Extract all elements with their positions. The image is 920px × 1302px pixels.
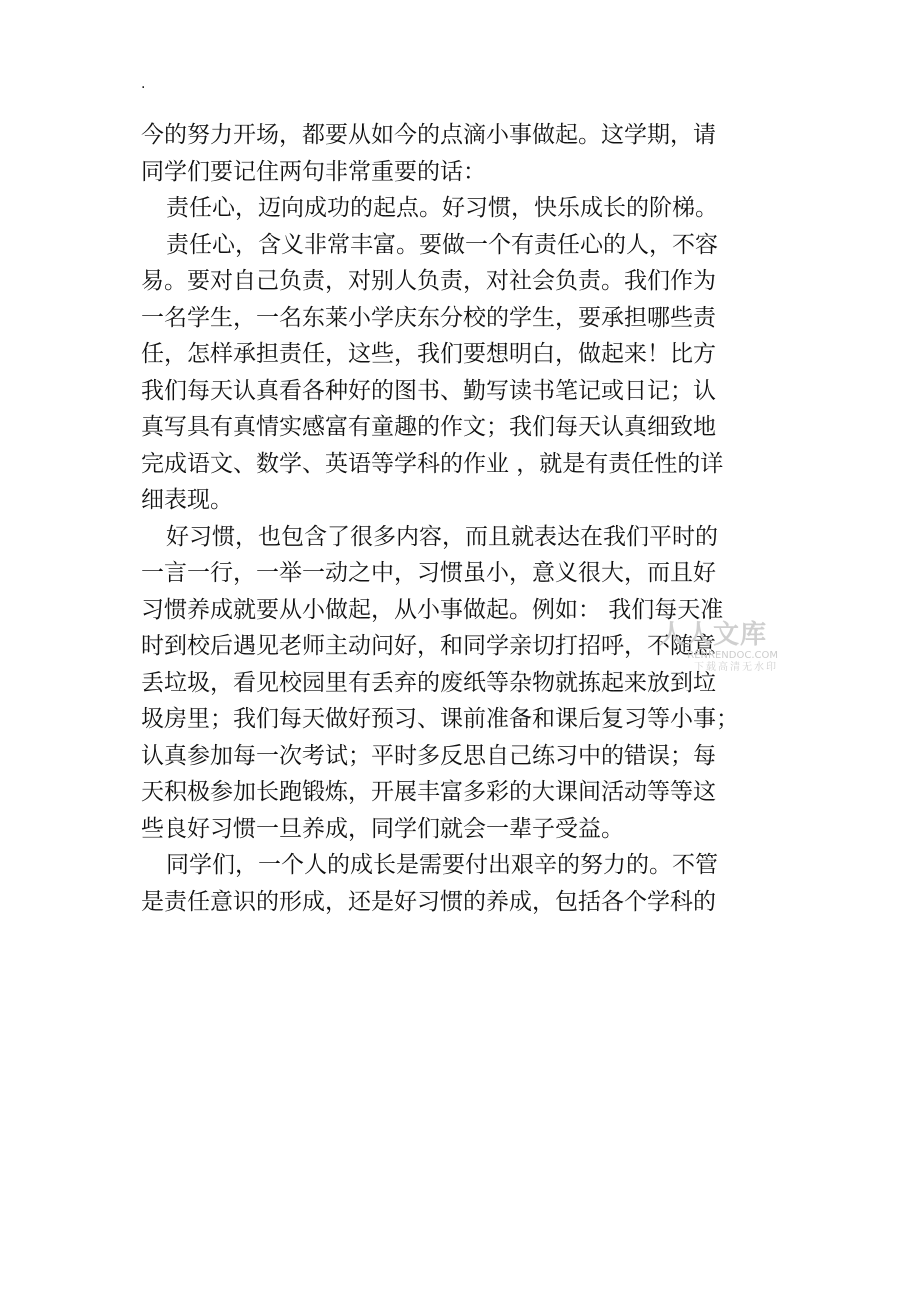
text-line: 习惯养成就要从小做起，从小事做起。例如： 我们每天准 [141,596,724,623]
text-line: 真写具有真情实感富有童趣的作文；我们每天认真细致地 [141,414,716,440]
text-line: 是责任意识的形成，还是好习惯的养成，包括各个学科的 [141,888,716,915]
text-line: 一言一行，一举一动之中，习惯虽小，意义很大，而且好 [141,560,716,586]
header-marker: . [141,76,146,92]
text-line: 丢垃圾，看见校园里有丢弃的废纸等杂物就拣起来放到垃 [141,669,716,696]
watermark-subtitle: 下载高清无水印 [694,662,778,673]
text-line: 完成语文、数学、英语等学科的作业 ，就是有责任性的详 [141,450,724,477]
text-line: 好习惯，也包含了很多内容，而且就表达在我们平时的 [166,523,718,550]
text-line: 圾房里；我们每天做好预习、课前准备和课后复习等小事； [141,706,739,732]
watermark-title: 人人文库 [658,620,767,650]
text-line: 同学们，一个人的成长是需要付出艰辛的努力的。不管 [166,852,718,878]
text-line: 任，怎样承担责任，这些，我们要想明白，做起来！比方 [141,341,716,367]
text-line: 易。要对自己负责，对别人负责，对社会负责。我们作为 [141,268,716,294]
text-line: 我们每天认真看各种好的图书、勤写读书笔记或日记；认 [141,377,716,404]
text-line: 责任心，迈向成功的起点。好习惯，快乐成长的阶梯。 [166,195,718,221]
text-line: 细表现。 [141,487,233,513]
text-line: 时到校后遇见老师主动问好，和同学亲切打招呼，不随意 [141,633,716,659]
text-line: 一名学生，一名东莱小学庆东分校的学生，要承担哪些责 [141,304,716,331]
body-text [141,117,781,920]
text-line: 今的努力开场，都要从如今的点滴小事做起。这学期，请 [141,122,716,148]
text-line: 认真参加每一次考试；平时多反思自己练习中的错误；每 [141,742,716,769]
text-line: 同学们要记住两句非常重要的话： [141,158,486,185]
text-line: 责任心，含义非常丰富。要做一个有责任心的人，不容 [166,231,718,258]
text-line: 些良好习惯一旦养成，同学们就会一辈子受益。 [141,815,624,842]
text-line: 天积极参加长跑锻炼，开展丰富多彩的大课间活动等等这 [141,779,716,805]
watermark-domain: RENRENDOC.COM [687,650,778,661]
